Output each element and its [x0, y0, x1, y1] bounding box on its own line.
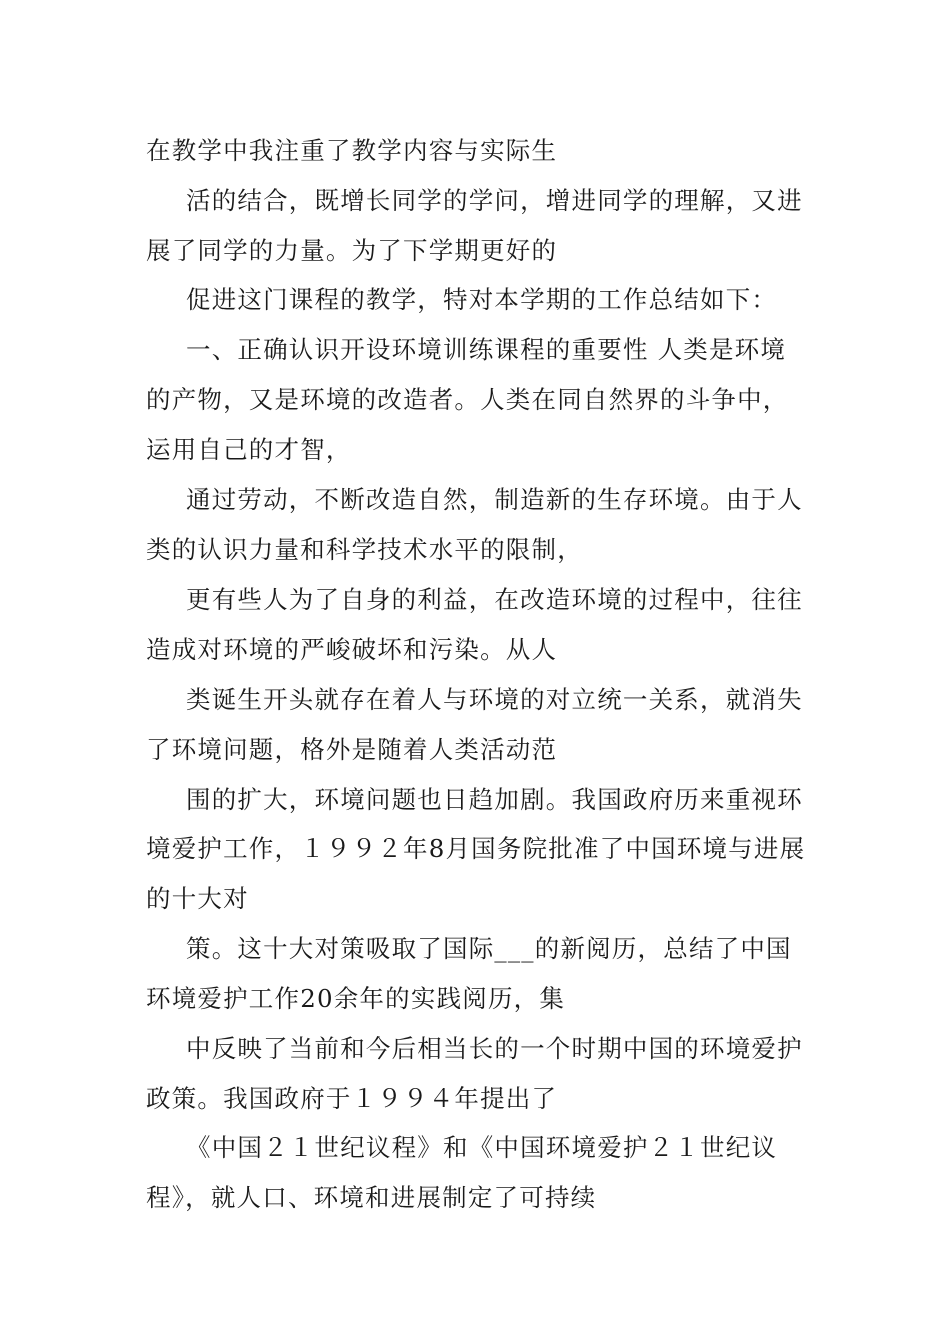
text-line: 中反映了当前和今后相当长的一个时期中国的环境爱护: [186, 1034, 803, 1063]
text-line: 类的认识力量和科学技术水平的限制，: [146, 535, 583, 564]
text-line: 政策。我国政府于１９９４年提出了: [146, 1084, 558, 1113]
text-line: 通过劳动，不断改造自然，制造新的生存环境。由于人: [186, 485, 803, 514]
text-line: 了环境问题，格外是随着人类活动范: [146, 735, 558, 764]
text-line: 围的扩大，环境问题也日趋加剧。我国政府历来重视环: [186, 785, 803, 814]
text-line: 在教学中我注重了教学内容与实际生: [146, 136, 558, 165]
text-line: 环境爱护工作20余年的实践阅历，集: [146, 984, 566, 1013]
text-line: 活的结合，既增长同学的学问，增进同学的理解，又进: [186, 186, 803, 215]
text-line: 一、正确认识开设环境训练课程的重要性 人类是环境: [186, 335, 787, 364]
text-line: 境爱护工作，１９９２年8月国务院批准了中国环境与进展: [146, 834, 806, 863]
text-line: 的十大对: [146, 884, 249, 913]
text-line: 展了同学的力量。为了下学期更好的: [146, 236, 558, 265]
text-line: 运用自己的才智，: [146, 435, 352, 464]
text-line: 造成对环境的严峻破坏和污染。从人: [146, 635, 558, 664]
text-line: 促进这门课程的教学，特对本学期的工作总结如下：: [186, 285, 778, 314]
text-line: 策。这十大对策吸取了国际___的新阅历，总结了中国: [186, 934, 792, 963]
text-line: 类诞生开头就存在着人与环境的对立统一关系，就消失: [186, 685, 803, 714]
text-line: 《中国２１世纪议程》和《中国环境爱护２１世纪议: [186, 1133, 778, 1162]
text-line: 的产物，又是环境的改造者。人类在同自然界的斗争中，: [146, 385, 789, 414]
text-line: 更有些人为了自身的利益，在改造环境的过程中，往往: [186, 585, 803, 614]
text-line: 程》，就人口、环境和进展制定了可持续: [146, 1183, 597, 1212]
